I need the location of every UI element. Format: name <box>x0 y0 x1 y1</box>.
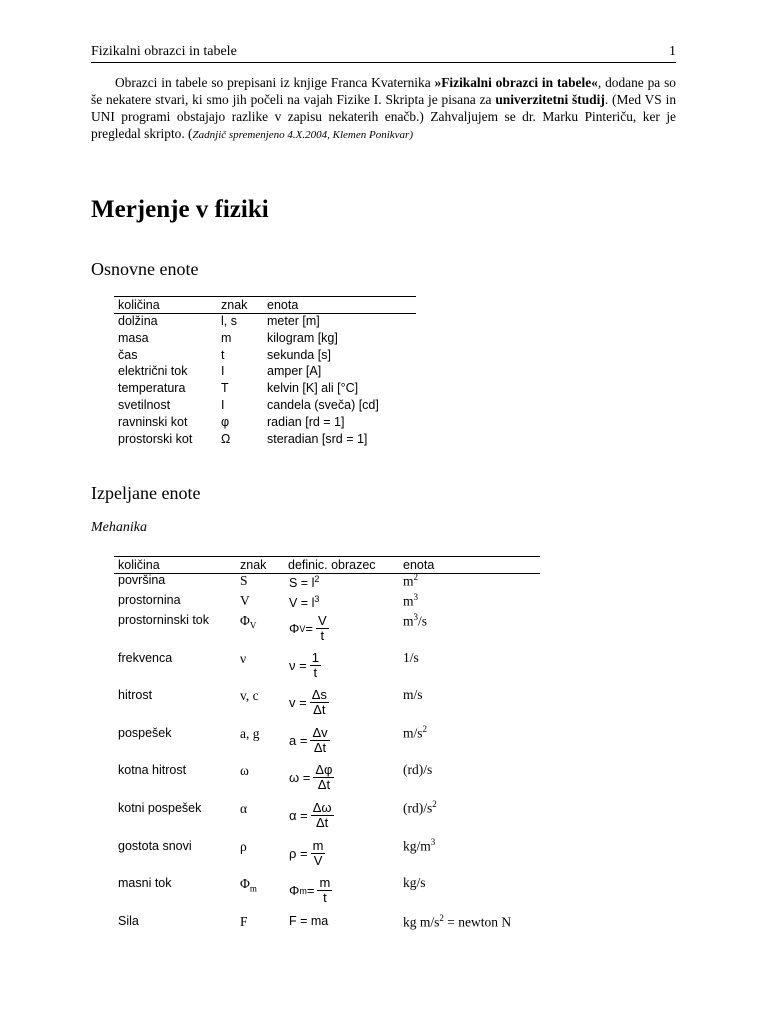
row-name: gostota snovi <box>118 839 192 853</box>
row-symbol: $\Phi_V$ <box>240 613 257 631</box>
table-row: prostorski kot Ω steradian [srd = 1] <box>118 431 368 446</box>
row-symbol: S <box>240 573 248 588</box>
table-row: temperatura T kelvin [K] ali [°C] <box>118 381 359 396</box>
row-symbol: ω <box>240 763 249 778</box>
row-formula: α = $\frac{\Delta\omega}{\Delta t}$ <box>289 800 332 830</box>
row-unit: $m^3$ <box>403 592 419 609</box>
section-heading-base-units: Osnovne enote <box>91 259 199 279</box>
row-formula: F = ma <box>289 914 329 928</box>
row-symbol: $\Phi_m$ <box>240 876 257 894</box>
row-unit: m/s <box>403 687 423 702</box>
row-unit: 1/s <box>403 650 419 665</box>
table-header: količina znak enota <box>114 296 416 314</box>
header-title: Fizikalni obrazci in tabele <box>91 44 237 59</box>
row-name: površina <box>118 573 166 587</box>
table-row: dolžina l, s meter [m] <box>118 314 320 328</box>
row-formula: $V = l^3$ <box>289 594 320 611</box>
main-title: Merjenje v fiziki <box>91 196 269 223</box>
row-formula: ω = $\frac{\Delta\varphi}{\Delta t}$ <box>289 762 333 792</box>
book-title: »Fizikalni obrazci in tabele« <box>434 75 598 90</box>
row-symbol: V <box>240 593 250 608</box>
row-symbol: v, c <box>240 688 259 703</box>
section-heading-derived-units: Izpeljane enote <box>91 483 201 503</box>
row-formula: a = $\frac{\Delta v}{\Delta t}$ <box>289 725 328 755</box>
row-name: prostorninski tok <box>118 613 210 627</box>
row-symbol: ρ <box>240 839 247 854</box>
row-name: masni tok <box>118 876 172 890</box>
page-header <box>91 42 676 63</box>
row-unit: $m^2$ <box>403 572 419 589</box>
row-formula: Φ V = $\frac{V}{t}$ <box>289 613 327 643</box>
table-row: svetilnost I candela (sveča) [cd] <box>118 397 379 412</box>
row-unit: (rd)/s <box>403 762 433 777</box>
revision-note: Zadnjič spremenjeno 4.X.2004, Klemen Ponikvar) <box>192 129 413 141</box>
row-name: hitrost <box>118 688 153 702</box>
row-unit: $kg/m^3$ <box>403 837 436 854</box>
page-number: 1 <box>669 44 676 59</box>
intro-paragraph: Obrazci in tabele so prepisani iz knjige Franca Kvaternika »Fizikalni obrazci in tabele«, dodane pa so še nekatere stvari, ki smo jih počeli na vajah Fizike I. Skripta je pisana za univerzitetni študij. (Med VS in UNI programi obstajajo razlike v zapisu nekaterih enačb.) Zahvaljujem se dr. Marku Pinteriču, ker je pregledal skripto. (Zadnjič spremenjeno 4.X.2004, Klemen Ponikvar) <box>91 75 677 141</box>
row-name: prostornina <box>118 593 181 607</box>
table-row: čas t sekunda [s] <box>118 347 331 362</box>
row-formula: ν = $\frac{1}{t}$ <box>289 650 319 680</box>
table-row: električni tok I amper [A] <box>118 364 322 379</box>
row-formula: ρ = $\frac{m}{V}$ <box>289 838 324 868</box>
row-formula: v = $\frac{\Delta s}{\Delta t}$ <box>289 687 327 717</box>
row-formula: Φ m = $\frac{m}{t}$ <box>289 875 331 905</box>
row-name: Sila <box>118 914 139 928</box>
row-unit: $(rd)/s^2$ <box>403 799 437 816</box>
row-name: kotni pospešek <box>118 801 202 815</box>
table-row: masa m kilogram [kg] <box>118 330 338 345</box>
row-symbol: α <box>240 801 248 816</box>
row-unit: $m^3/s$ <box>403 612 428 629</box>
row-name: kotna hitrost <box>118 763 187 777</box>
row-symbol: F <box>240 914 248 929</box>
row-name: pospešek <box>118 726 172 740</box>
row-unit: $m/s^2$ <box>403 724 428 741</box>
study-type: univerzitetni študij <box>495 92 605 107</box>
row-unit: kg $m/s^2$ = newton N <box>403 913 512 930</box>
base-units-table <box>114 296 416 448</box>
row-symbol: a, g <box>240 726 260 741</box>
subsection-heading-mechanics: Mehanika <box>91 520 147 535</box>
row-formula: $S = l^2$ <box>289 574 320 591</box>
row-name: frekvenca <box>118 651 173 665</box>
table-header: količina znak definic. obrazec enota <box>114 556 540 574</box>
row-symbol: ν <box>240 651 247 666</box>
mechanics-units-table <box>114 556 540 936</box>
row-unit: kg/s <box>403 875 426 890</box>
table-row: ravninski kot φ radian [rd = 1] <box>118 414 345 429</box>
